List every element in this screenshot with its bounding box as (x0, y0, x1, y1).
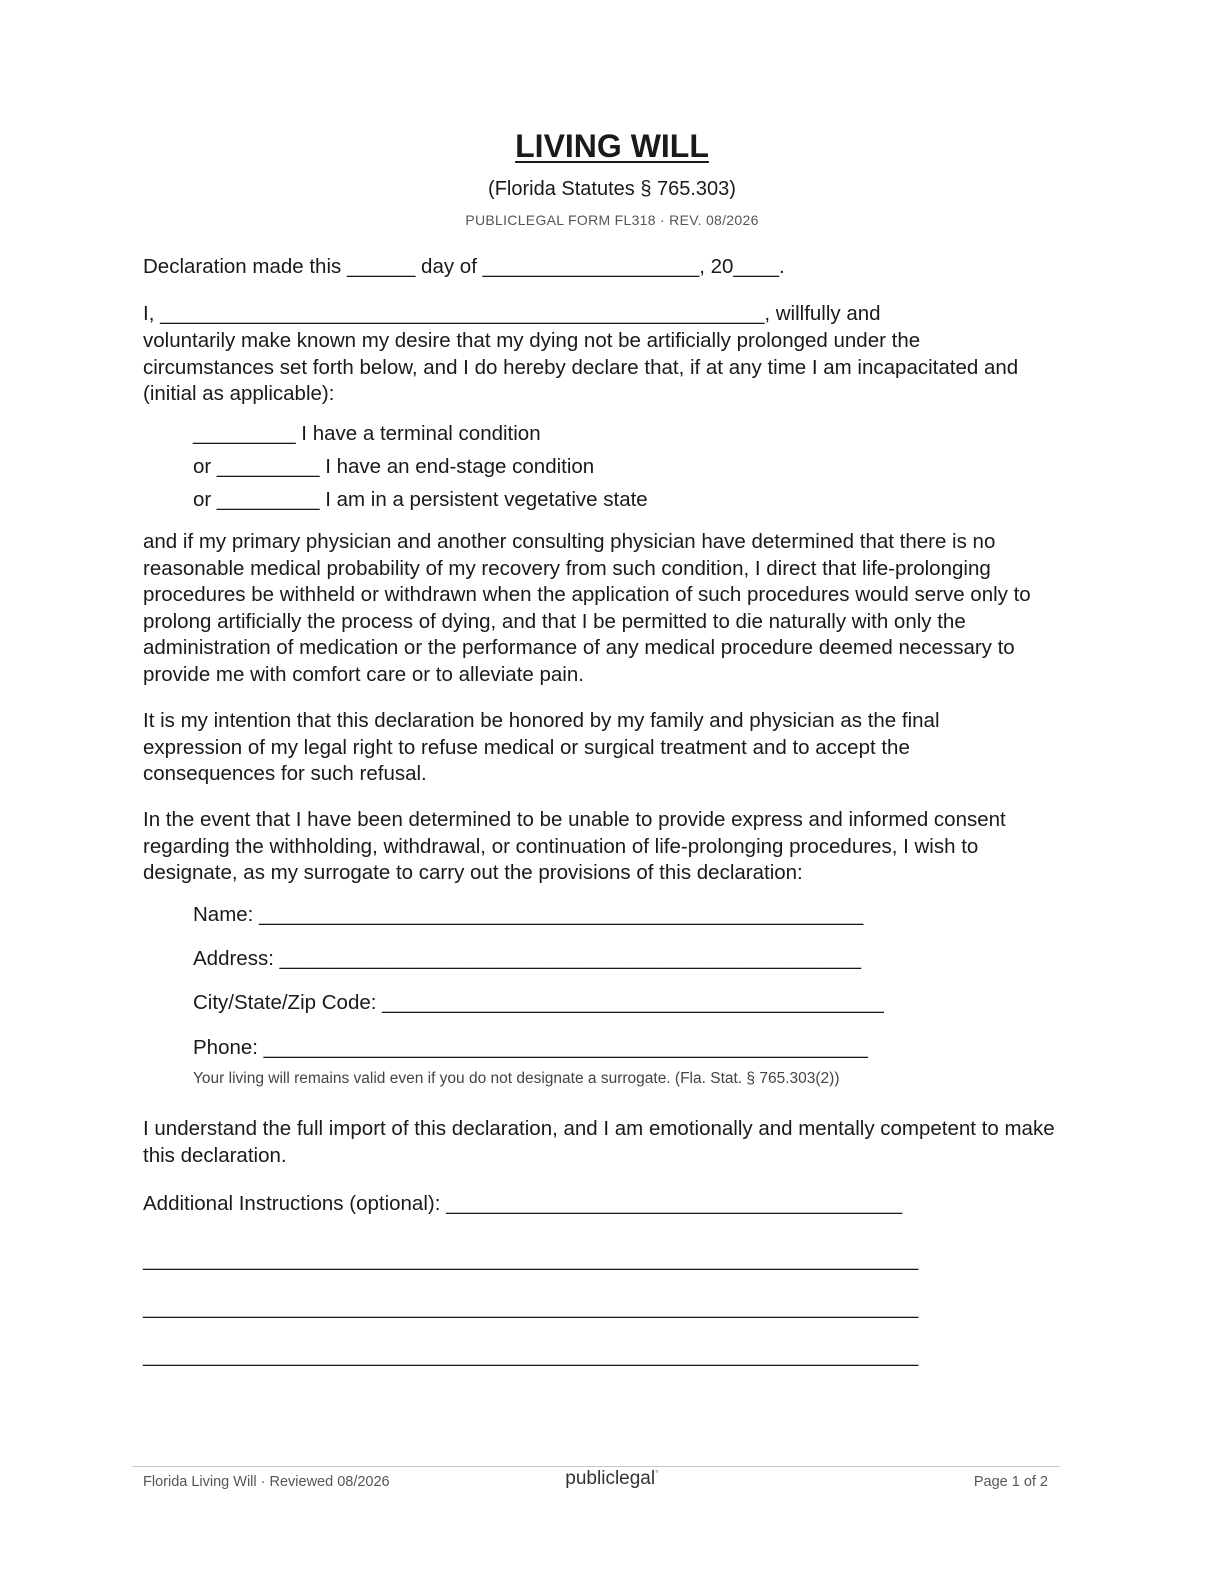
intro-paragraph: voluntarily make known my desire that my dying not be artificially prolonged under the circumstances set forth below, and I do hereby declare that, if at any time I am incapacitated and (initial as applicable): (143, 329, 1019, 405)
surrogate-name-field[interactable]: Name: _____________________________________________________ (193, 903, 864, 926)
surrogate-note: Your living will remains valid even if you do not designate a surrogate. (Fla. Stat. § 765.303(2)) (193, 1070, 840, 1087)
logo-text: publiclegal (565, 1468, 656, 1489)
instructions-blank-line[interactable]: ____________________________________________________________________ (143, 1296, 919, 1319)
intention-paragraph: It is my intention that this declaration be honored by my family and physician as the final expression of my legal right to refuse medical or surgical treatment and to accept the consequences for such refusal. (143, 709, 940, 785)
surrogate-paragraph: In the event that I have been determined to be unable to provide express and informed consent regarding the withholding, withdrawal, or continuation of life-prolonging procedures, I wish to designate, as my surrogate to carry out the provisions of this declaration: (143, 808, 1006, 884)
instructions-blank-line[interactable]: ____________________________________________________________________ (143, 1248, 919, 1271)
condition-terminal[interactable]: _________ I have a terminal condition (193, 422, 541, 445)
document-title: LIVING WILL (515, 128, 709, 164)
page-number: Page 1 of 2 (973, 1474, 1048, 1490)
physician-paragraph: and if my primary physician and another consulting physician have determined that there is no reasonable medical probability of my recovery from such condition, I direct that life-prolonging procedures be withheld or withdrawn when the application of such procedures would serve only to prolong artificially the process of dying, and that I be permitted to die naturally with only the administration of medication or the performance of any medical procedure deemed necessary to provide me with comfort care or to alleviate pain. (143, 530, 1031, 686)
footer-document-label: Florida Living Will · Reviewed 08/2026 (143, 1474, 390, 1490)
additional-instructions-field[interactable]: Additional Instructions (optional): ________________________________________ (143, 1192, 903, 1215)
surrogate-phone-field[interactable]: Phone: _____________________________________________________ (193, 1036, 868, 1059)
surrogate-address-field[interactable]: Address: ___________________________________________________ (193, 947, 862, 970)
instructions-blank-line[interactable]: ____________________________________________________________________ (143, 1344, 919, 1367)
competence-paragraph: I understand the full import of this declaration, and I am emotionally and mentally competent to make this declaration. (143, 1117, 1055, 1167)
footer-divider (132, 1466, 1060, 1467)
declarant-name-line[interactable]: I, _____________________________________________________, willfully and (143, 302, 881, 325)
condition-end-stage[interactable]: or _________ I have an end-stage condition (193, 455, 595, 478)
document-subtitle: (Florida Statutes § 765.303) (488, 178, 736, 200)
condition-vegetative[interactable]: or _________ I am in a persistent vegetative state (193, 488, 648, 511)
declaration-date-line[interactable]: Declaration made this ______ day of ___________________, 20____. (143, 255, 785, 278)
surrogate-city-field[interactable]: City/State/Zip Code: ____________________________________________ (193, 991, 884, 1014)
form-code: PUBLICLEGAL FORM FL318 · REV. 08/2026 (465, 212, 759, 228)
logo-mark: ° (655, 1468, 659, 1479)
